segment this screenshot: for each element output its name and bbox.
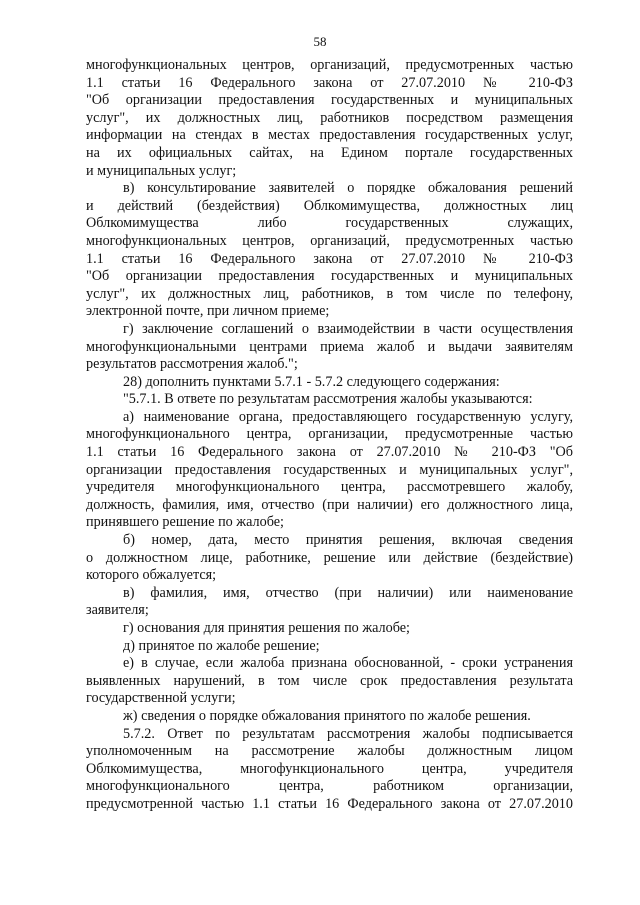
text-line: услуг", их должностных лиц, работников посредством размещения [86, 109, 573, 126]
text-line: "5.7.1. В ответе по результатам рассмотрения жалобы указываются: [123, 391, 533, 408]
text-line: 1.1 статьи 16 Федерального закона от 27.07.2010 № 210-ФЗ "Об [86, 444, 573, 461]
text-line: "Об организации предоставления государственных и муниципальных [86, 92, 573, 109]
document-body [86, 57, 573, 814]
text-line: ж) сведения о порядке обжалования принятого по жалобе решения. [123, 707, 531, 724]
text-line: а) наименование органа, предоставляющего государственную услугу, [123, 408, 573, 425]
text-line: о должностном лице, работнике, решение или действие (бездействие) [86, 549, 573, 566]
text-line: в) фамилия, имя, отчество (при наличии) или наименование [123, 584, 573, 601]
page-number: 58 [313, 34, 327, 49]
text-line: многофункциональных центров, организаций, предусмотренных частью [86, 232, 573, 249]
text-line: 28) дополнить пунктами 5.7.1 - 5.7.2 следующего содержания: [123, 373, 500, 390]
text-line: в) консультирование заявителей о порядке обжалования решений [123, 180, 573, 197]
text-line: г) заключение соглашений о взаимодействии в части осуществления [123, 320, 573, 337]
text-line: которого обжалуется; [86, 567, 217, 584]
text-line: Облкомимущества либо государственных служащих, [86, 215, 573, 232]
text-line: многофункционального центра, организации, предусмотренные частью [86, 426, 573, 443]
text-line: должность, фамилия, имя, отчество (при наличии) его должностного лица, [86, 496, 573, 513]
text-line: учредителя многофункционального центра, рассмотревшего жалобу, [86, 479, 573, 496]
text-line: государственной услуги; [86, 690, 236, 707]
text-line: 1.1 статьи 16 Федерального закона от 27.07.2010 № 210-ФЗ [86, 250, 573, 267]
text-line: многофункциональными центрами приема жалоб и выдачи заявителям [86, 338, 573, 355]
text-line: уполномоченным на рассмотрение жалобы должностным лицом [86, 743, 573, 760]
text-line: е) в случае, если жалоба признана обоснованной, - сроки устранения [123, 655, 573, 672]
text-line: д) принятое по жалобе решение; [123, 637, 320, 654]
text-line: заявителя; [86, 602, 149, 619]
text-line: предусмотренной частью 1.1 статьи 16 Федерального закона от 27.07.2010 [86, 795, 573, 812]
text-line: многофункционального центра, работником организации, [86, 778, 573, 795]
text-line: организации предоставления государственных и муниципальных услуг", [86, 461, 573, 478]
text-line: 5.7.2. Ответ по результатам рассмотрения жалобы подписывается [123, 725, 573, 742]
text-line: выявленных нарушений, в том числе срок предоставления результата [86, 672, 573, 689]
text-line: б) номер, дата, место принятия решения, включая сведения [123, 532, 573, 549]
text-line: услуг", их должностных лиц, работников, в том числе по телефону, [86, 285, 573, 302]
text-line: на их официальных сайтах, на Едином портале государственных [86, 144, 573, 161]
text-line: Облкомимущества, многофункционального центра, учредителя [86, 760, 573, 777]
text-line: многофункциональных центров, организаций, предусмотренных частью [86, 57, 573, 73]
text-line: принявшего решение по жалобе; [86, 514, 284, 531]
text-line: и действий (бездействия) Облкомимущества, должностных лиц [86, 197, 573, 214]
text-line: "Об организации предоставления государственных и муниципальных [86, 268, 573, 285]
text-line: и муниципальных услуг; [86, 162, 237, 179]
text-line: г) основания для принятия решения по жалобе; [123, 620, 410, 636]
text-line: результатов рассмотрения жалоб."; [86, 356, 298, 373]
text-line: электронной почте, при личном приеме; [86, 303, 330, 320]
text-line: информации на стендах в местах предоставления государственных услуг, [86, 127, 573, 144]
text-line: 1.1 статьи 16 Федерального закона от 27.07.2010 № 210-ФЗ [86, 74, 573, 91]
